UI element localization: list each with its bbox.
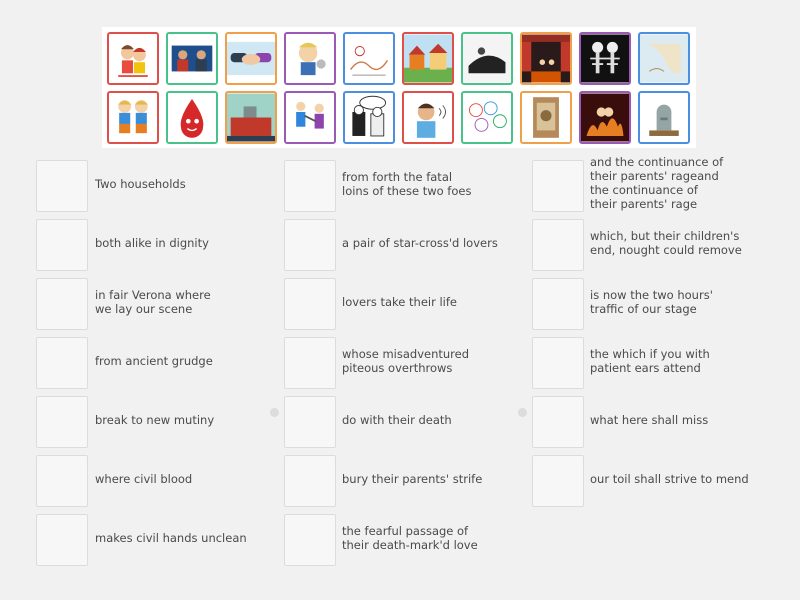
drop-slot[interactable] <box>532 219 584 271</box>
emotion-faces-icon <box>463 93 511 142</box>
fire-couple-icon <box>581 93 629 142</box>
phrase-label: lovers take their life <box>342 295 457 309</box>
tile-angry-boy[interactable] <box>284 32 336 85</box>
map-icon <box>640 34 688 83</box>
phrase-label: in fair Verona where we lay our scene <box>95 288 211 316</box>
phrase-label: what here shall miss <box>590 413 709 427</box>
rooftop-scene-icon <box>227 93 275 142</box>
drop-slot[interactable] <box>36 337 88 389</box>
tile-fire[interactable] <box>579 91 631 144</box>
dark-drawing-icon <box>463 34 511 83</box>
twin-boys-icon <box>109 93 157 142</box>
tile-dark[interactable] <box>461 32 513 85</box>
tile-blood-drop[interactable] <box>166 91 218 144</box>
drop-slot[interactable] <box>36 514 88 566</box>
drop-slot[interactable] <box>532 455 584 507</box>
phrase-label: do with their death <box>342 413 452 427</box>
drop-slot[interactable] <box>284 278 336 330</box>
drop-slot[interactable] <box>36 278 88 330</box>
drop-slot[interactable] <box>284 160 336 212</box>
fighting-figures-icon <box>286 93 334 142</box>
phrase-label: bury their parents' strife <box>342 472 483 486</box>
tile-listening[interactable] <box>402 91 454 144</box>
listening-man-icon <box>404 93 452 142</box>
phrase-label: and the continuance of their parents' rageand the continuance of their parents' rage <box>590 155 724 211</box>
phrase-label: the fearful passage of their death-mark'd love <box>342 524 478 552</box>
drop-slot[interactable] <box>532 337 584 389</box>
angry-boy-icon <box>286 34 334 83</box>
drop-slot[interactable] <box>532 396 584 448</box>
tile-map[interactable] <box>638 32 690 85</box>
tile-grave[interactable] <box>638 91 690 144</box>
drop-slot[interactable] <box>284 455 336 507</box>
separator-dot <box>270 408 279 417</box>
drop-slot[interactable] <box>36 219 88 271</box>
drop-slot[interactable] <box>36 455 88 507</box>
drop-slot[interactable] <box>284 396 336 448</box>
tile-fighting[interactable] <box>284 91 336 144</box>
theatre-stage-icon <box>522 34 570 83</box>
phrase-label: where civil blood <box>95 472 193 486</box>
tile-town[interactable] <box>402 32 454 85</box>
town-houses-icon <box>404 34 452 83</box>
drop-slot[interactable] <box>532 160 584 212</box>
phrase-label: Two households <box>95 177 186 191</box>
phrase-label: which, but their children's end, nought could remove <box>590 229 742 257</box>
arguing-men-icon <box>168 34 216 83</box>
sketch-scene-icon <box>345 34 393 83</box>
tile-faces[interactable] <box>461 91 513 144</box>
tile-book[interactable] <box>520 91 572 144</box>
phrase-label: both alike in dignity <box>95 236 209 250</box>
tile-twins[interactable] <box>107 91 159 144</box>
phrase-label: a pair of star-cross'd lovers <box>342 236 498 250</box>
drop-slot[interactable] <box>284 337 336 389</box>
blood-drop-icon <box>168 93 216 142</box>
drop-slot[interactable] <box>284 514 336 566</box>
tile-skeletons[interactable] <box>579 32 631 85</box>
couple-cartoon-icon <box>109 34 157 83</box>
tile-handshake[interactable] <box>225 32 277 85</box>
phrase-label: from forth the fatal loins of these two foes <box>342 170 472 198</box>
tile-rooftop[interactable] <box>225 91 277 144</box>
drop-slot[interactable] <box>36 396 88 448</box>
drop-slot[interactable] <box>532 278 584 330</box>
drop-slot[interactable] <box>36 160 88 212</box>
old-book-icon <box>522 93 570 142</box>
tile-sketch[interactable] <box>343 32 395 85</box>
tile-comic[interactable] <box>343 91 395 144</box>
separator-dot <box>518 408 527 417</box>
tile-couple[interactable] <box>107 32 159 85</box>
drop-slot[interactable] <box>284 219 336 271</box>
tile-stage[interactable] <box>520 32 572 85</box>
phrase-label: our toil shall strive to mend <box>590 472 749 486</box>
comic-couple-icon <box>345 93 393 142</box>
image-bank <box>102 27 696 148</box>
skeletons-icon <box>581 34 629 83</box>
grave-rip-icon <box>640 93 688 142</box>
phrase-label: makes civil hands unclean <box>95 531 247 545</box>
phrase-label: from ancient grudge <box>95 354 213 368</box>
phrase-label: whose misadventured piteous overthrows <box>342 347 470 375</box>
phrase-label: break to new mutiny <box>95 413 215 427</box>
phrase-label: is now the two hours' traffic of our stage <box>590 288 713 316</box>
phrase-label: the which if you with patient ears attend <box>590 347 710 375</box>
handshake-icon <box>227 34 275 83</box>
tile-arguing[interactable] <box>166 32 218 85</box>
